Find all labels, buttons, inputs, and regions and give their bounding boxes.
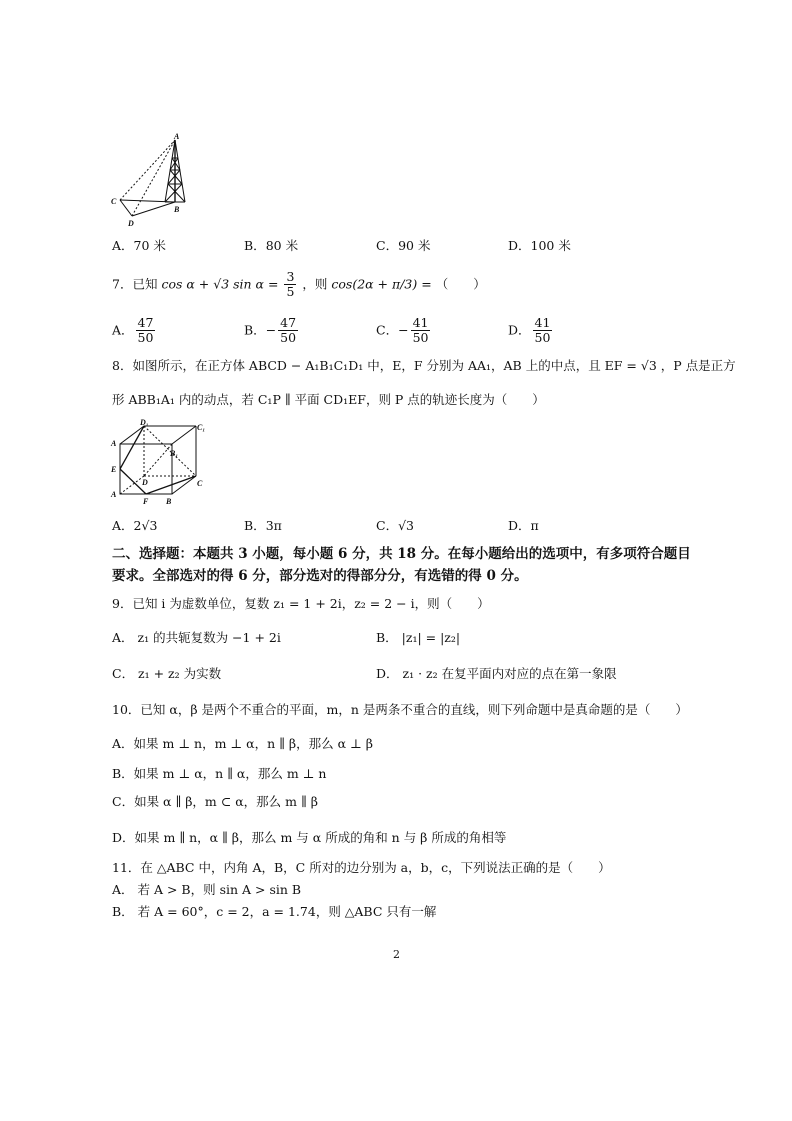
tower-figure bbox=[108, 132, 198, 230]
q6-option-a[interactable]: A．70 米 bbox=[112, 238, 166, 253]
tower-label-A: A bbox=[174, 132, 180, 141]
q8-option-a[interactable]: A．2√3 bbox=[112, 518, 158, 533]
cube-label-D: D bbox=[142, 478, 148, 487]
cube-label-B1: B₁ bbox=[170, 449, 179, 458]
q9-option-b[interactable]: B． |z₁| = |z₂| bbox=[376, 630, 461, 645]
q10-option-c[interactable]: C．如果 α ∥ β，m ⊂ α，那么 m ∥ β bbox=[112, 794, 318, 809]
q10-option-b[interactable]: B．如果 m ⊥ α，n ∥ α，那么 m ⊥ n bbox=[112, 766, 327, 781]
cube-label-E: E bbox=[111, 465, 117, 474]
q6-option-d[interactable]: D．100 米 bbox=[508, 238, 571, 253]
cube-label-A: A bbox=[111, 490, 117, 499]
q6-option-c[interactable]: C．90 米 bbox=[376, 238, 431, 253]
q8-stem-line1: 8．如图所示，在正方体 ABCD − A₁B₁C₁D₁ 中，E，F 分别为 AA₁，AB 上的中点，且 EF = √3 ，P 点是正方 bbox=[112, 358, 736, 373]
q10-option-d[interactable]: D．如果 m ∥ n，α ∥ β，那么 m 与 α 所成的角和 n 与 β 所成的角相等 bbox=[112, 830, 507, 845]
q9-stem: 9．已知 i 为虚数单位，复数 z₁ = 1 + 2i，z₂ = 2 − i，则（ ） bbox=[112, 596, 490, 611]
cube-label-C: C bbox=[197, 479, 203, 488]
q11-option-a[interactable]: A． 若 A > B，则 sin A > sin B bbox=[112, 882, 302, 897]
section2-heading-line2: 要求。全部选对的得 6 分，部分选对的得部分分，有选错的得 0 分。 bbox=[112, 568, 528, 584]
tower-label-B: B bbox=[174, 205, 180, 214]
q9-option-d[interactable]: D． z₁ · z₂ 在复平面内对应的点在第一象限 bbox=[376, 666, 617, 681]
q9-option-a[interactable]: A． z₁ 的共轭复数为 −1 + 2i bbox=[112, 630, 281, 645]
cube-label-F: F bbox=[143, 497, 149, 506]
page-number: 2 bbox=[393, 948, 400, 961]
q6-option-b[interactable]: B．80 米 bbox=[244, 238, 299, 253]
q7-option-b[interactable]: B．− $\frac{47}{50}$ bbox=[244, 315, 297, 346]
q10-option-a[interactable]: A．如果 m ⊥ n，m ⊥ α，n ∥ β，那么 α ⊥ β bbox=[112, 736, 373, 751]
tower-label-C: C bbox=[111, 197, 117, 206]
q10-stem: 10．已知 α，β 是两个不重合的平面，m，n 是两条不重合的直线，则下列命题中是真命题的是（ ） bbox=[112, 702, 688, 717]
cube-label-B: B bbox=[166, 497, 172, 506]
q7-option-d[interactable]: D． $\frac{41}{50}$ bbox=[508, 315, 551, 346]
section2-heading-line1: 二、选择题：本题共 3 小题，每小题 6 分，共 18 分。在每小题给出的选项中，有多项符合题目 bbox=[112, 546, 691, 562]
q9-option-c[interactable]: C． z₁ + z₂ 为实数 bbox=[112, 666, 222, 681]
q11-option-b[interactable]: B． 若 A = 60°，c = 2，a = 1.74，则 △ABC 只有一解 bbox=[112, 904, 437, 919]
q7-stem: 7．已知 cos α + √3 sin α = $\frac{3}{5}$ ，则 cos(2α + π/3) = （ ） bbox=[112, 269, 486, 300]
cube-figure bbox=[108, 418, 208, 506]
q8-option-c[interactable]: C．√3 bbox=[376, 518, 414, 533]
q7-option-c[interactable]: C．− $\frac{41}{50}$ bbox=[376, 315, 429, 346]
q8-stem-line2: 形 ABB₁A₁ 内的动点，若 C₁P ∥ 平面 CD₁EF，则 P 点的轨迹长度为（ ） bbox=[112, 392, 545, 407]
q8-option-b[interactable]: B．3π bbox=[244, 518, 282, 533]
q7-option-a[interactable]: A． $\frac{47}{50}$ bbox=[112, 315, 154, 346]
tower-label-D: D bbox=[128, 219, 134, 228]
cube-label-A1: A bbox=[111, 439, 117, 448]
cube-label-D1: D₁ bbox=[140, 418, 149, 427]
q11-stem: 11．在 △ABC 中，内角 A，B，C 所对的边分别为 a，b，c，下列说法正确的是（ ） bbox=[112, 860, 611, 875]
cube-label-C1: C₁ bbox=[197, 423, 206, 432]
q8-option-d[interactable]: D．π bbox=[508, 518, 539, 533]
